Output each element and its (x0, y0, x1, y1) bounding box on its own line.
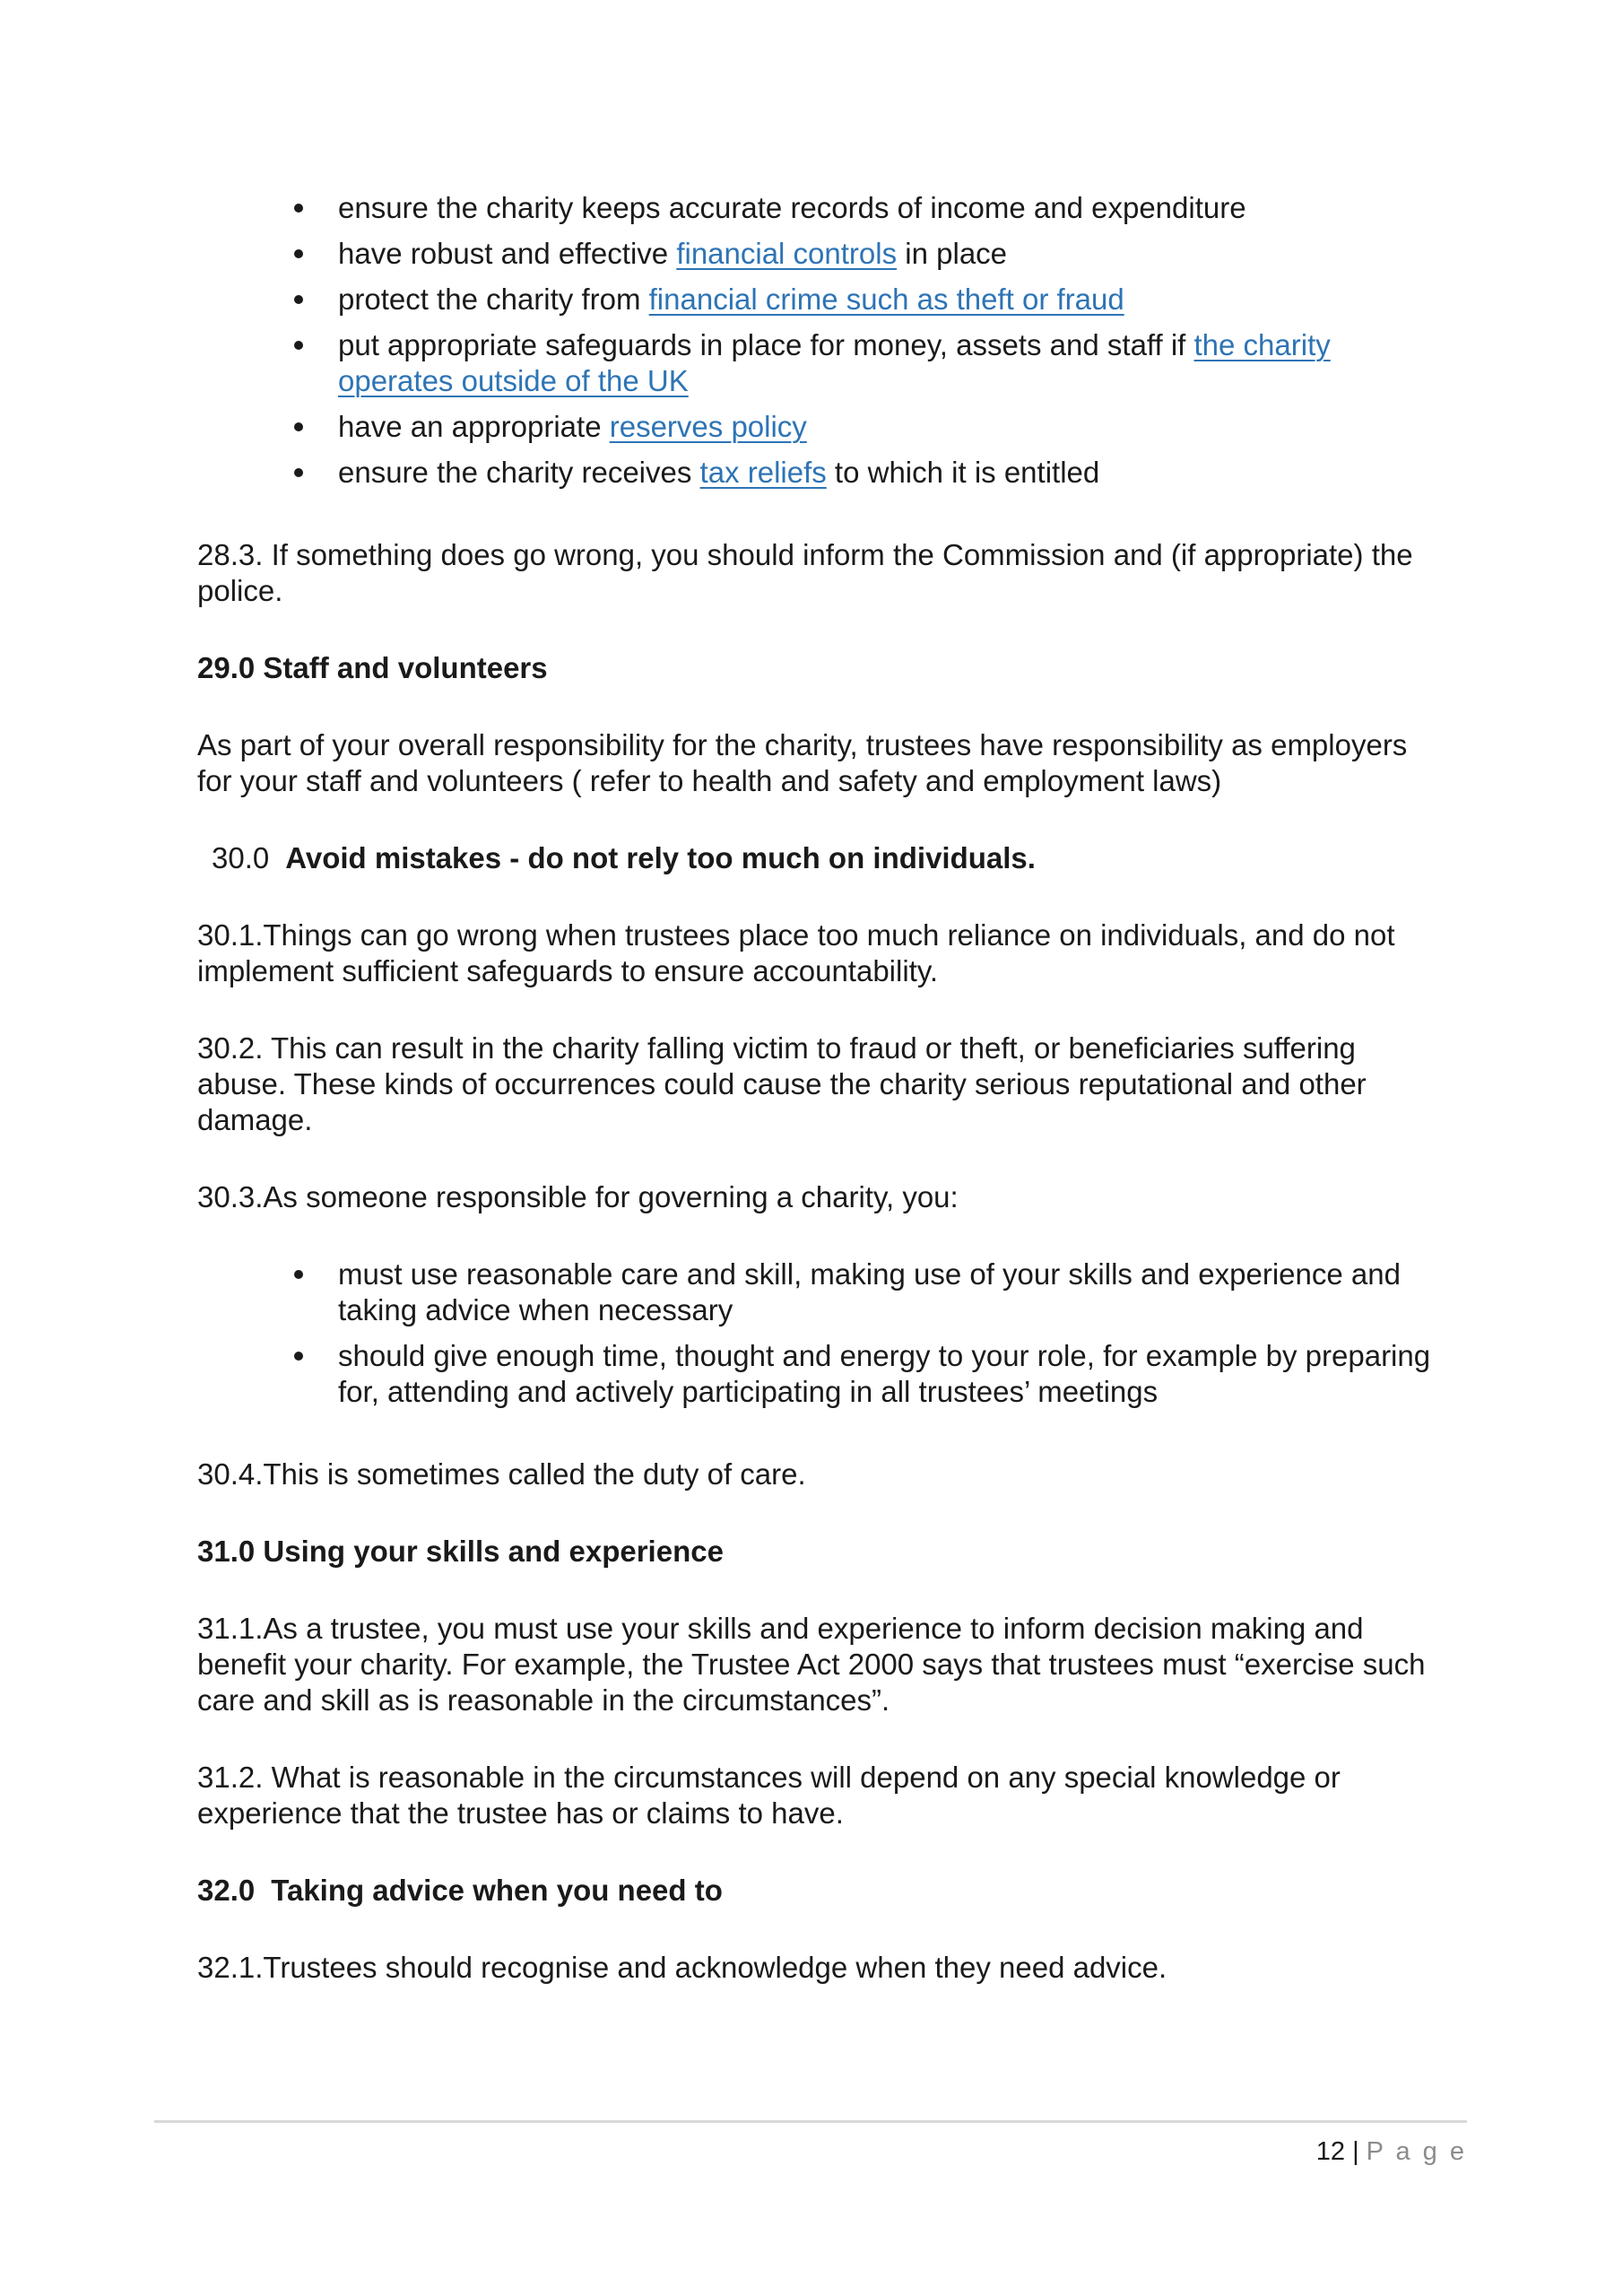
heading-29-0 (197, 650, 1444, 686)
text-segment: As part of your overall responsibility for the charity, trustees have responsibility as employers for your staff and volunteers ( refer to health and safety and employment laws) (197, 728, 1408, 797)
link[interactable]: tax reliefs (699, 456, 827, 489)
list-item (197, 236, 1444, 272)
bullet-icon (294, 422, 303, 431)
list-item (197, 409, 1444, 445)
text-segment: 31.2. What is reasonable in the circumstances will depend on any special knowledge or experience that the trustee has or claims to have. (197, 1761, 1341, 1830)
para-28-3 (197, 537, 1444, 609)
text-segment: 29.0 Staff and volunteers (197, 651, 548, 684)
text-segment: to which it is entitled (826, 456, 1100, 489)
financial-duties-list (197, 190, 1444, 491)
text-segment: have robust and effective (338, 237, 677, 270)
link[interactable]: reserves policy (609, 410, 807, 443)
link[interactable]: financial crime such as theft or fraud (648, 283, 1124, 316)
text-segment: protect the charity from (338, 283, 649, 316)
text-segment: Avoid mistakes - do not rely too much on individuals. (285, 841, 1036, 874)
bullet-icon (294, 204, 303, 213)
text-segment: have an appropriate (338, 410, 610, 443)
text-segment: ensure the charity receives (338, 456, 700, 489)
bullet-icon (294, 341, 303, 350)
text-segment: 31.0 Using your skills and experience (197, 1535, 724, 1568)
bullet-icon (294, 295, 303, 304)
text-segment: Taking advice when you need to (271, 1874, 723, 1907)
para-31-2 (197, 1760, 1444, 1831)
heading-32-0 (197, 1873, 1444, 1909)
bullet-icon (294, 1352, 303, 1361)
footer-divider (154, 2120, 1467, 2123)
text-segment: 30.2. This can result in the charity falling victim to fraud or theft, or beneficiaries suffering abuse. These kinds of occurrences could cause the charity serious reputational and other damage. (197, 1031, 1367, 1136)
text-segment: in place (897, 237, 1008, 270)
para-30-1 (197, 918, 1444, 989)
footer-separator: | (1352, 2137, 1359, 2166)
page-number: 12 (1315, 2137, 1346, 2166)
text-segment: 30.0 (212, 841, 270, 874)
page-footer (1316, 2136, 1467, 2167)
text-segment: 32.1.Trustees should recognise and acknowledge when they need advice. (197, 1951, 1167, 1984)
heading-31-0 (197, 1534, 1444, 1570)
text-segment: 32.0 (197, 1874, 256, 1907)
list-item (197, 282, 1444, 317)
list-item (197, 190, 1444, 226)
bullet-icon (294, 1270, 303, 1279)
list-item (197, 455, 1444, 491)
document-body (197, 190, 1444, 2027)
para-31-1 (197, 1611, 1444, 1718)
heading-30-0 (197, 840, 1444, 876)
text-segment: put appropriate safeguards in place for money, assets and staff if (338, 328, 1194, 361)
bullet-icon (294, 249, 303, 258)
link[interactable]: financial controls (676, 237, 898, 270)
text-segment: ensure the charity keeps accurate records of income and expenditure (338, 191, 1246, 224)
link[interactable]: the charity operates outside of the UK (338, 328, 1331, 397)
list-item (197, 1257, 1444, 1328)
page-label: P a g e (1366, 2137, 1467, 2166)
para-32-1 (197, 1950, 1444, 1986)
para-30-4 (197, 1457, 1444, 1492)
para-staff-volunteers (197, 727, 1444, 799)
bullet-icon (294, 468, 303, 477)
text-segment: 31.1.As a trustee, you must use your skills and experience to inform decision making and benefit your charity. For example, the Trustee Act 2000 says that trustees must “exercise such care and skill as is reasonable in the circumstances”. (197, 1612, 1426, 1717)
text-segment: must use reasonable care and skill, making use of your skills and experience and taking advice when necessary (338, 1257, 1401, 1326)
duty-of-care-list (197, 1257, 1444, 1410)
text-segment: 28.3. If something does go wrong, you should inform the Commission and (if appropriate) the police. (197, 538, 1413, 607)
list-item (197, 327, 1444, 399)
text-segment: 30.4.This is sometimes called the duty of care. (197, 1457, 806, 1491)
text-segment: should give enough time, thought and energy to your role, for example by preparing for, attending and actively participating in all trustees’ meetings (338, 1339, 1431, 1408)
para-30-2 (197, 1031, 1444, 1138)
text-segment: 30.1.Things can go wrong when trustees place too much reliance on individuals, and do not implement sufficient safeguards to ensure accountability. (197, 918, 1395, 987)
para-30-3 (197, 1179, 1444, 1215)
text-segment: 30.3.As someone responsible for governing a charity, you: (197, 1180, 959, 1213)
list-item (197, 1338, 1444, 1410)
